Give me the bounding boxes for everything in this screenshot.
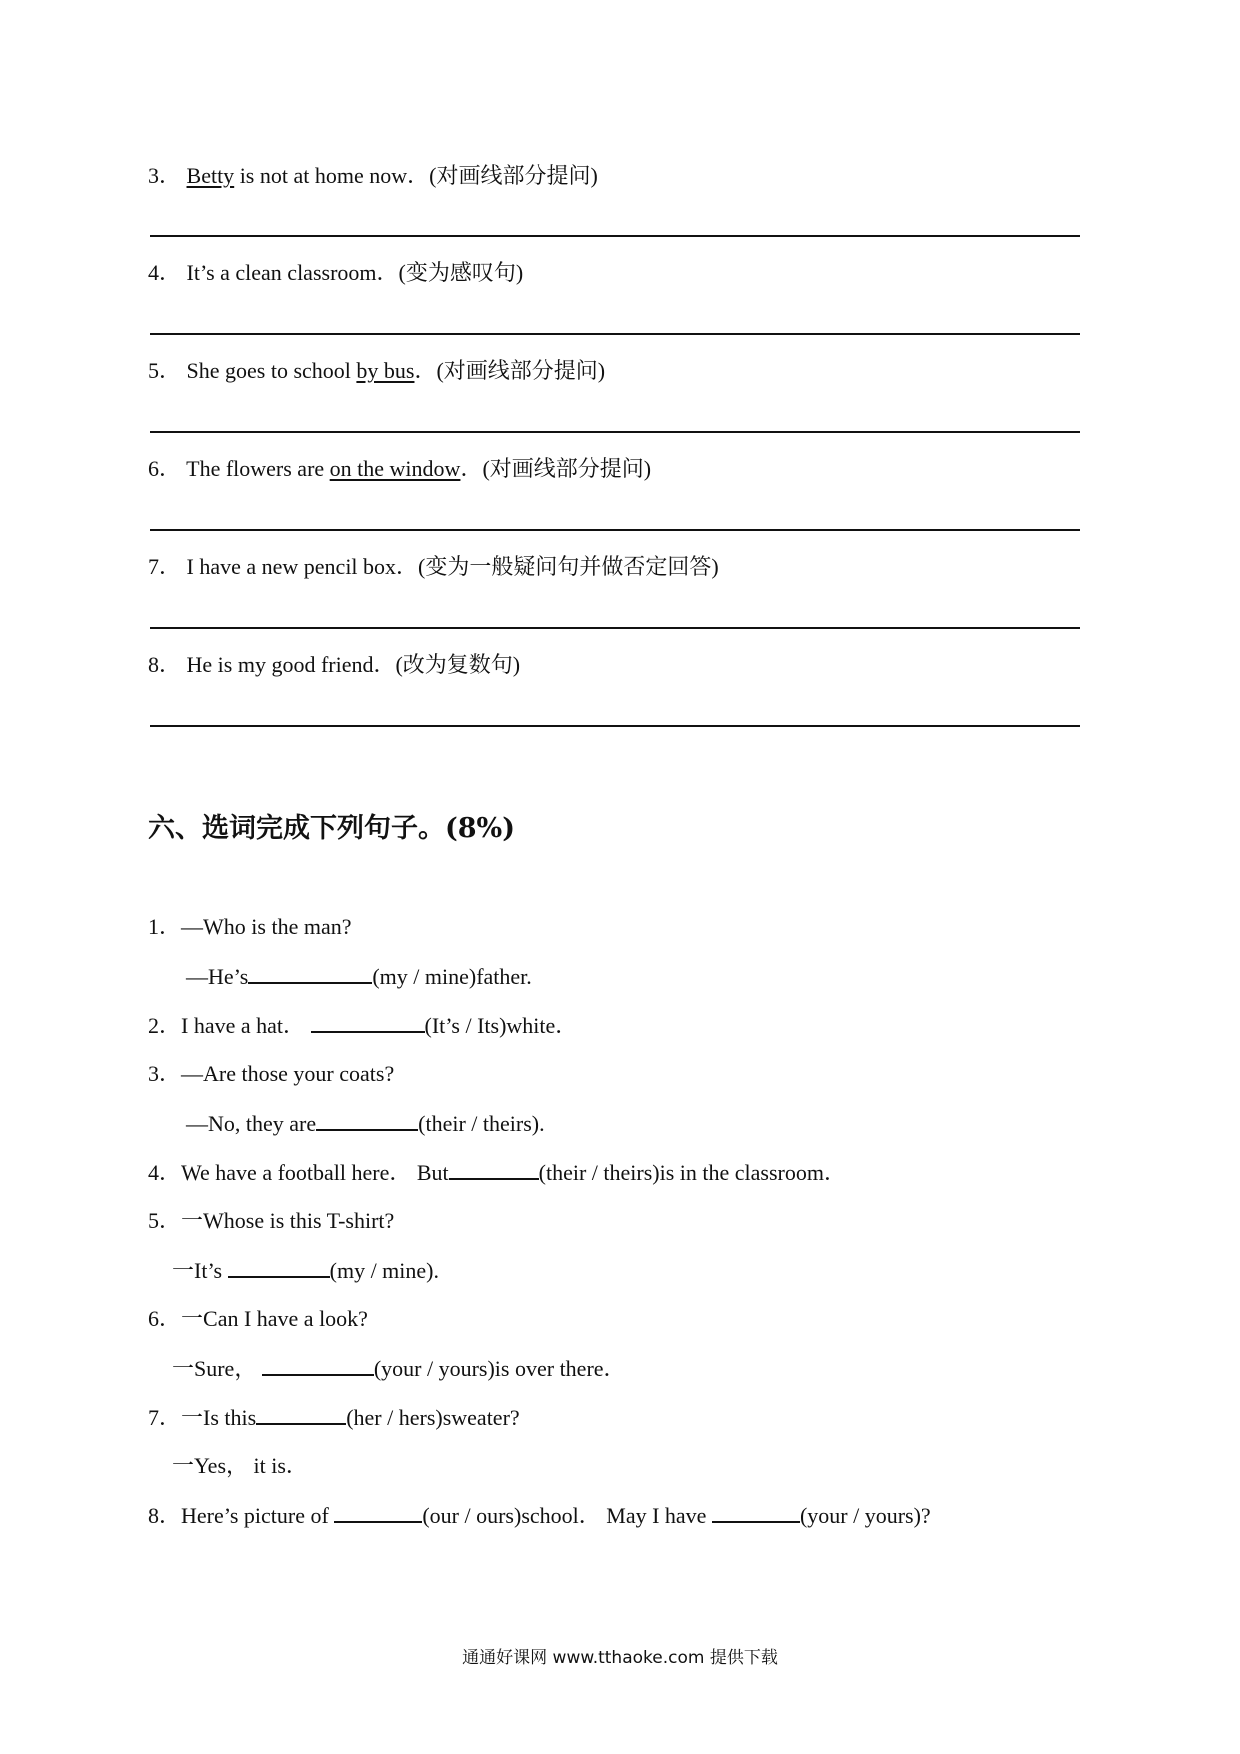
item-number: 5． (148, 1208, 182, 1233)
item-text: ．(对画线部分提问) (460, 456, 652, 481)
item-number: 5． (148, 358, 182, 383)
fill-blank[interactable] (316, 1109, 418, 1131)
item-text: (It’s / Its)white． (424, 1013, 578, 1038)
page-footer: 通通好课网 www.tthaoke.com 提供下载 (462, 1648, 778, 1668)
item-text: (my / mine)father. (372, 964, 532, 989)
q4-line (148, 1158, 846, 1187)
item-text: Here’s picture of (181, 1503, 335, 1528)
item-text: She goes to school (186, 358, 357, 383)
item-number: 6． (148, 1306, 182, 1331)
item-number: 8． (148, 1503, 182, 1528)
section-heading: 六、选词完成下列句子。(8%) (148, 813, 515, 844)
fill-blank[interactable] (449, 1158, 539, 1180)
underlined-text: Betty (186, 163, 235, 188)
item-text: The flowers are (186, 456, 330, 481)
item-text: 一Yes， it is． (172, 1453, 308, 1478)
item-number: 7． (148, 1405, 182, 1430)
item-text: ．(对画线部分提问) (414, 358, 606, 383)
answer-line[interactable] (150, 431, 1080, 433)
item-number: 3． (148, 163, 182, 188)
item-number: 2． (148, 1013, 182, 1038)
q1-line (148, 913, 351, 941)
item-text: 一Sure， (172, 1356, 262, 1381)
answer-line[interactable] (150, 725, 1080, 727)
fill-blank[interactable] (334, 1501, 422, 1523)
answer-line[interactable] (150, 529, 1080, 531)
q3-answer-line (186, 1109, 545, 1138)
item-text: 一Is this (181, 1405, 257, 1430)
q7-line (148, 1403, 520, 1432)
item-text: It’s a clean classroom．(变为感叹句) (186, 260, 524, 285)
answer-line[interactable] (150, 627, 1080, 629)
item-text: We have a football here． But (181, 1160, 449, 1185)
item-text: He is my good friend．(改为复数句) (186, 652, 521, 677)
q8-line (148, 1501, 931, 1530)
item-number: 8． (148, 652, 182, 677)
answer-line[interactable] (150, 333, 1080, 335)
item-number: 4． (148, 1160, 182, 1185)
item-4 (148, 259, 523, 287)
item-text: —No, they are (186, 1111, 317, 1136)
item-text: —Who is the man? (181, 914, 352, 939)
item-text: (your / yours)is over there． (373, 1356, 626, 1381)
item-number: 7． (148, 554, 182, 579)
item-text: I have a hat． (181, 1013, 311, 1038)
item-text: 一Whose is this T-shirt? (181, 1208, 395, 1233)
q3-line (148, 1060, 394, 1088)
item-text: —He’s (186, 964, 249, 989)
item-text: (their / theirs)is in the classroom． (538, 1160, 846, 1185)
item-text: (your / yours)? (799, 1503, 931, 1528)
fill-blank[interactable] (228, 1256, 330, 1278)
fill-blank[interactable] (262, 1354, 374, 1376)
fill-blank[interactable] (311, 1011, 425, 1033)
item-6 (148, 455, 651, 483)
underlined-text: on the window (329, 456, 461, 481)
item-text: 一Can I have a look? (181, 1306, 368, 1331)
q5-answer-line (172, 1256, 439, 1285)
item-number: 4． (148, 260, 182, 285)
item-8 (148, 651, 520, 679)
item-text: (their / theirs). (418, 1111, 545, 1136)
item-number: 6． (148, 456, 182, 481)
q6-line (148, 1305, 368, 1333)
item-text: 一It’s (172, 1258, 228, 1283)
underlined-text: by bus (356, 358, 415, 383)
item-text: —Are those your coats? (181, 1061, 395, 1086)
answer-line[interactable] (150, 235, 1080, 237)
item-text: (her / hers)sweater? (346, 1405, 520, 1430)
q1-answer-line (186, 962, 532, 991)
fill-blank[interactable] (712, 1501, 800, 1523)
item-text: (our / ours)school． May I have (422, 1503, 712, 1528)
q5-line (148, 1207, 394, 1235)
fill-blank[interactable] (248, 962, 372, 984)
q6-answer-line (172, 1354, 626, 1383)
item-7 (148, 553, 719, 581)
fill-blank[interactable] (256, 1403, 346, 1425)
item-text: (my / mine). (329, 1258, 439, 1283)
q2-line (148, 1011, 577, 1040)
item-3 (148, 162, 598, 190)
q7-answer-line (172, 1452, 308, 1480)
item-5 (148, 357, 605, 385)
item-text: I have a new pencil box．(变为一般疑问句并做否定回答) (186, 554, 719, 579)
item-number: 3． (148, 1061, 182, 1086)
item-number: 1． (148, 914, 182, 939)
item-text: is not at home now．(对画线部分提问) (234, 163, 598, 188)
